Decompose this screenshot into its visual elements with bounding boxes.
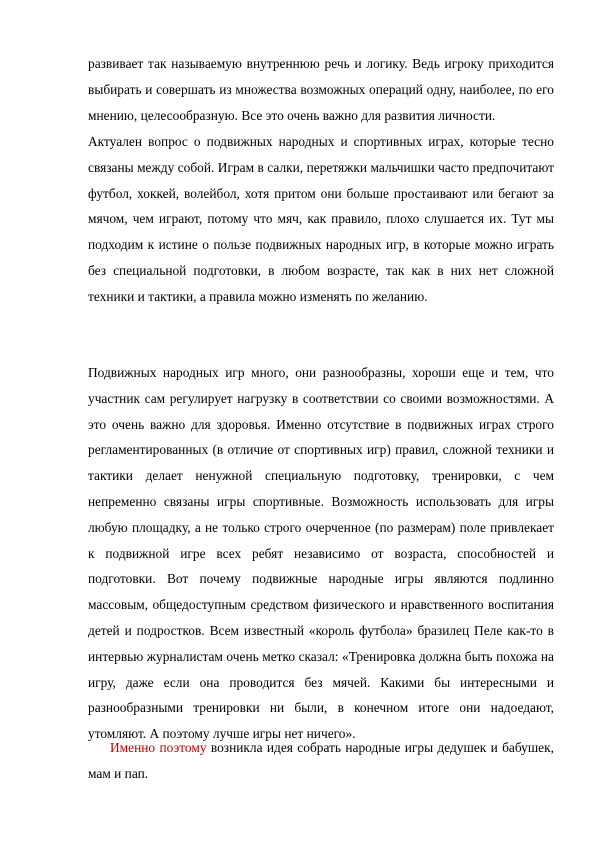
paragraph-4 <box>88 735 554 787</box>
highlighted-phrase: Именно поэтому <box>110 740 207 755</box>
paragraph-3: Подвижных народных игр много, они разнообразны, хороши еще и тем, что участник сам регулирует нагрузку в соответствии со своими возможностями. А это очень важно для здоровья. Именно отсутствие в подвижных играх строго регламентированных (в отличие от спортивных игр) правил, сложной техники и тактики делает ненужной специальную подготовку, тренировки, с чем непременно связаны игры спортивные. Возможность использовать для игры любую площадку, а не только строго очерченное (по размерам) поле привлекает к подвижной игре всех ребят независимо от возраста, способностей и подготовки. Вот почему подвижные народные игры являются подлинно массовым, общедоступным средством физического и нравственного воспитания детей и подростков. Всем известный «король футбола» бразилец Пеле как-то в интервью журналистам очень метко сказал: «Тренировка должна быть похожа на игру, даже если она проводится без мячей. Какими бы интересными и разнообразными тренировки ни были, в конечном итоге они надоедают, утомляют. А поэтому лучше игры нет ничего». <box>88 365 554 742</box>
paragraph-2: Актуален вопрос о подвижных народных и спортивных играх, которые тесно связаны между собой. Играм в салки, перетяжки мальчишки часто предпочитают футбол, хоккей, волейбол, хотя притом они больше простаивают или бегают за мячом, чем играют, потому что мяч, как правило, плохо слушается их. Тут мы подходим к истине о пользе подвижных народных игр, в которые можно играть без специальной подготовки, в любом возрасте, так как в них нет сложной техники и тактики, а правила можно изменять по желанию. <box>88 134 554 304</box>
paragraph-1: развивает так называемую внутреннюю речь и логику. Ведь игроку приходится выбирать и совершать из множества возможных операций одну, наиболее, по его мнению, целесообразную. Все это очень важно для развития личности. <box>88 56 554 123</box>
paragraph-4-text: возникла идея собрать народные игры дедушек и бабушек, мам и пап. <box>88 740 554 781</box>
